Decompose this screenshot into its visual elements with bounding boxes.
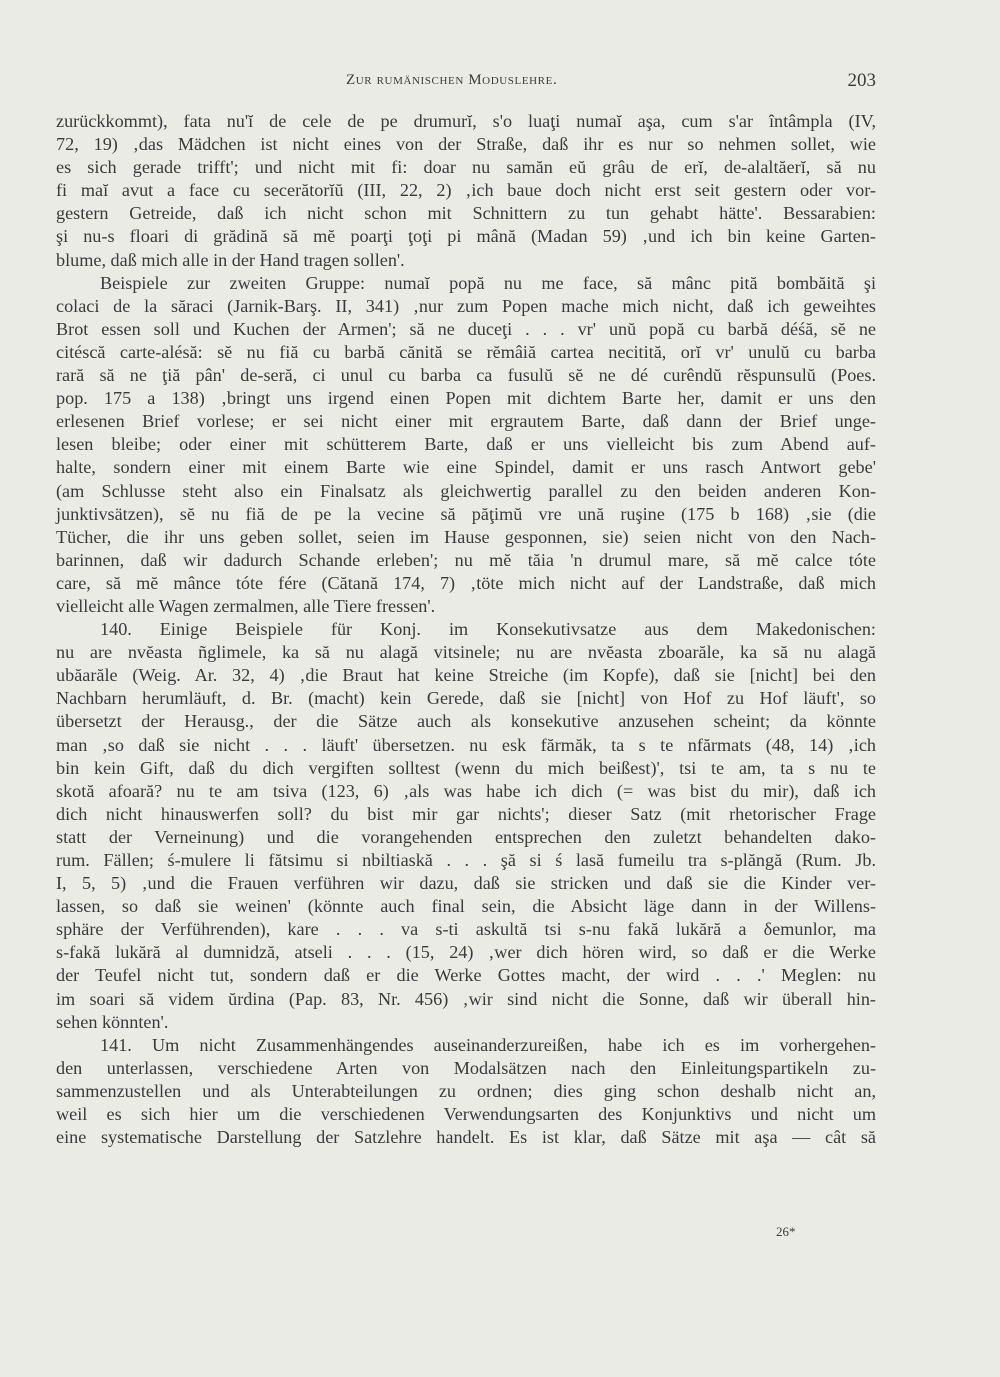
text-line: zurückkommt), fata nu'ĭ de cele de pe drumurĭ, s'o luaţi numaĭ aşa, cum s'ar întâmpla (IV, <box>56 111 876 131</box>
text-line: gestern Getreide, daß ich nicht schon mit Schnittern zu tun gehabt hätte'. Bessarabien: <box>56 203 876 224</box>
text-line: nu are nvĕasta ñglimele, ka să nu alagă vitsinele; nu are nvĕasta zboarăle, ka să nu alagă <box>56 642 876 663</box>
text-line: der Teufel nicht tut, sondern daß er die Werke Gottes macht, der wird . . .' Meglen: nu <box>56 965 876 986</box>
text-line: halte, sondern einer mit einem Barte wie eine Spindel, damit er uns rasch Antwort gebe' <box>56 457 876 478</box>
text-line: citéscă carte-alésă: sĕ nu fiă cu barbă cănită se rĕmâiă cartea necitită, orĭ vr' unulŭ cu barba <box>56 341 876 362</box>
page-number: 203 <box>847 70 876 91</box>
signature-mark: 26* <box>776 1224 796 1239</box>
text-line: lassen, so daß sie weinen' (könnte auch final sein, die Absicht läge dann in der Willens- <box>56 896 876 917</box>
text-line: skotă afoară? nu te am tsiva (123, 6) ‚als was habe ich dich (= was bist du mir), daß ich <box>56 780 876 801</box>
page-header <box>56 70 876 98</box>
text-line: weil es sich hier um die verschiedenen Verwendungsarten des Konjunktivs und nicht um <box>56 1104 876 1125</box>
text-line: vielleicht alle Wagen zermalmen, alle Tiere fressen'. <box>56 595 436 616</box>
text-line: übersetzt der Herausg., der die Sätze auch als konsekutive anzusehen scheint; da könnte <box>56 711 876 732</box>
text-line: bin kein Gift, daß du dich vergiften solltest (wenn du mich beißest)', tsi te am, ta s nu te <box>56 757 876 778</box>
text-line: rară să ne ţiă pân' de-seră, ci unul cu barba ca fusulŭ sĕ ne dé curêndŭ rĕspunsulŭ (Poes. <box>56 365 876 386</box>
text-line: şi nu-s floari di grădină să mĕ poarţi ţoţi pi mână (Madan 59) ‚und ich bin keine Garten- <box>56 226 876 247</box>
text-line: Tücher, die ihr uns geben sollet, seien im Hause gesponnen, sie) seien nicht von den Nach- <box>56 526 876 547</box>
text-line: es sich gerade trifft'; und nicht mit fi: doar nu samăn eŭ grâu de erĭ, de-alaltăerĭ, să nu <box>56 157 876 178</box>
text-line: fi maĭ avut a face cu secerătorĭŭ (III, 22, 2) ‚ich baue doch nicht erst seit gestern oder vor- <box>56 180 876 201</box>
text-line: 72, 19) ‚das Mädchen ist nicht eines von der Straße, daß ihr es nur so nehmen sollet, wie <box>56 134 876 155</box>
text-line: (am Schlusse steht also ein Finalsatz als gleichwertig parallel zu den beiden anderen Kon- <box>56 480 876 501</box>
text-line: junktivsätzen), sĕ nu fiă de pe la vecine să păţimŭ vre ună ruşine (175 b 168) ‚sie (die <box>56 503 876 524</box>
text-line: pop. 175 a 138) ‚bringt uns irgend einen Popen mit dichtem Barte her, damit er uns den <box>56 388 876 409</box>
text-line: den unterlassen, verschiedene Arten von Modalsätzen nach den Einleitungspartikeln zu- <box>56 1057 876 1078</box>
text-line: dich nicht hinauswerfen soll? du bist mir gar nichts'; dieser Satz (mit rhetorischer Frage <box>56 803 876 824</box>
text-line: lesen bleibe; oder einer mit schütterem Barte, daß er uns vielleicht bis zum Abend auf- <box>56 434 876 455</box>
text-line: sehen könnten'. <box>56 1011 169 1032</box>
text-line: sphäre der Verführenden), kare . . . va s-ti askultă tsi s-nu fakă lukără a δemunlor, ma <box>56 919 876 940</box>
text-line: ubăarăle (Weig. Ar. 32, 4) ‚die Braut hat keine Streiche (im Kopfe), daß sie [nicht] bei den <box>56 665 876 686</box>
body-text <box>56 110 876 1149</box>
text-line: colaci de la săraci (Jarnik-Barş. II, 341) ‚nur zum Popen mache mich nicht, daß ich geweihtes <box>56 295 876 316</box>
text-line: Brot essen soll und Kuchen der Armen'; să ne duceţi . . . vr' unŭ popă cu barbă déśă, sĕ ne <box>56 318 876 339</box>
text-line: blume, daß mich alle in der Hand tragen sollen'. <box>56 249 405 270</box>
text-line: Nachbarn herumläuft, d. Br. (macht) kein Gerede, daß sie [nicht] von Hof zu Hof läuft', so <box>56 688 876 709</box>
text-line: eine systematische Darstellung der Satzlehre handelt. Es ist klar, daß Sätze mit aşa — cât să <box>56 1127 876 1148</box>
text-line: sammenzustellen und als Unterabteilungen zu ordnen; dies ging schon deshalb nicht an, <box>56 1080 876 1101</box>
text-line: s-fakă lukără al dumnidză, atseli . . . (15, 24) ‚wer dich hören wird, so daß er die Werke <box>56 942 876 963</box>
text-line: erlesenen Brief vorlese; er sei nicht einer mit ergrautem Barte, daß dann der Brief unge- <box>56 411 876 432</box>
text-line: I, 5, 5) ‚und die Frauen verführen wir dazu, daß sie stricken und daß sie die Kinder ver- <box>56 873 876 894</box>
section-140-start-line: 140. Einige Beispiele für Konj. im Konsekutivsatze aus dem Makedonischen: <box>100 619 876 640</box>
text-line: im soari să videm ŭrdina (Pap. 83, Nr. 456) ‚wir sind nicht die Sonne, daß wir überall hin- <box>56 988 876 1009</box>
paragraph-start-line: Beispiele zur zweiten Gruppe: numaĭ popă nu me face, să mânc pită bombăită şi <box>100 272 876 293</box>
text-line: barinnen, daß wir dadurch Schande erleben'; nu mĕ tăia 'n drumul mare, să mĕ calce tóte <box>56 549 876 570</box>
text-line: man ‚so daß sie nicht . . . läuft' übersetzen. nu esk fărmăk, ta s te nfărmats (48, 14) ‚ich <box>56 734 876 755</box>
section-141-start-line: 141. Um nicht Zusammenhängendes auseinanderzureißen, habe ich es im vorhergehen- <box>100 1034 876 1055</box>
text-line: statt der Verneinung) und die vorangehenden entsprechen den zuletzt behandelten dako- <box>56 826 876 847</box>
running-title: Zur rumänischen Moduslehre. <box>346 72 558 88</box>
text-line: care, să mĕ mânce tóte fére (Cătană 174, 7) ‚töte mich nicht auf der Landstraße, daß mich <box>56 572 876 593</box>
text-line: rum. Fällen; ś-mulere li fătsimu si nbiltiaskă . . . şă si ś lasă fumeilu tra s-plăngă (Rum. Jb. <box>56 850 876 870</box>
